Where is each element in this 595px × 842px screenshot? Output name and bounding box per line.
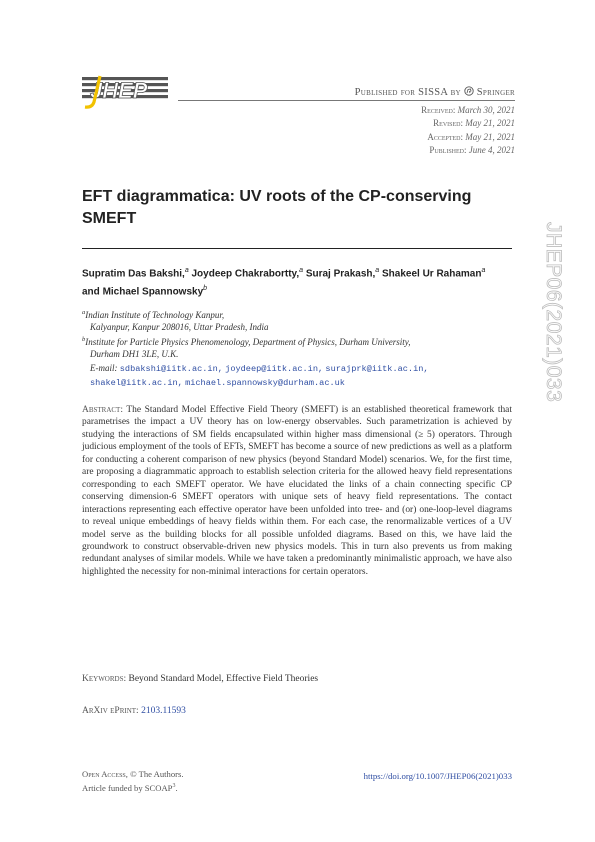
author-list — [82, 263, 522, 300]
side-stamp-text: JHEP06(2021)033 — [542, 222, 565, 403]
author: Michael Spannowsky — [102, 286, 204, 298]
logo-text: JHEP — [90, 78, 148, 103]
doi-link[interactable]: https://doi.org/10.1007/JHEP06(2021)033 — [363, 771, 512, 781]
author: Suraj Prakash, — [305, 268, 376, 280]
title-line-2: SMEFT — [82, 210, 137, 227]
title-rule — [82, 248, 512, 249]
abstract-text: The Standard Model Effective Field Theory (SMEFT) is an established theoretical framework that parametrises the impact a UV theory has on low-energy observables. Such parametrization is achieved by studying the interactions of SM fields encapsulated within higher mass dimensional (≥ 5) operators. Through judicious employment of the tools of EFTs, SMEFT has become a source of new predictions as well as a platform for conducting a coherent comparison of new physics (beyond Standard Model) scenarios. We, for the first time, are proposing a diagrammatic approach to establish selection criteria for the allowed heavy field representations corresponding to each SMEFT operator. We have elucidated the links of a chain connecting specific CP conserving dimension-6 SMEFT operators with unique sets of heavy field representations. The contact interactions representing each effective operator have been unfolded into tree- and (or) one-loop-level diagrams to reveal unique embeddings of heavy fields within them. For each case, the renormalizable vertices of a UV model serve as the building blocks for all possible unfolded diagrams. Based on this, we have laid the groundwork to construct observable-driven new physics models. This in turn also prevents us from making redundant analyses of similar models. While we have taken a predominantly minimalistic approach, we have also highlighted the necessity for non-minimal interactions for certain operators. — [82, 405, 512, 577]
arxiv-label: ArXiv ePrint: — [82, 706, 139, 716]
abstract-label: Abstract: — [82, 405, 123, 415]
publisher-name: Springer — [476, 87, 515, 98]
abstract — [82, 404, 512, 578]
author-line-2: and Michael Spannowsky$^b$ — [82, 285, 208, 298]
keywords-label: Keywords: — [82, 674, 127, 684]
received-row: Received: March 30, 2021 — [421, 105, 515, 115]
springer-horse-icon — [464, 87, 477, 98]
email-link[interactable]: joydeep@iitk.ac.in, — [225, 364, 324, 374]
arxiv-link[interactable]: 2103.11593 — [141, 706, 186, 716]
author: Joydeep Chakrabortty, — [191, 268, 300, 280]
author: Shakeel Ur Rahaman — [381, 268, 482, 280]
author: Supratim Das Bakshi, — [82, 268, 185, 280]
paper-title — [82, 186, 512, 230]
header-rule — [178, 100, 515, 101]
published-prefix: Published for SISSA by — [354, 87, 461, 98]
revised-row: Revised: May 21, 2021 — [433, 118, 515, 129]
publisher-line — [355, 86, 515, 98]
jhep-logo — [82, 74, 170, 110]
accepted-row: Accepted: May 21, 2021 — [427, 131, 515, 142]
dates-block — [421, 104, 515, 157]
email-link[interactable]: surajprk@iitk.ac.in, — [325, 364, 429, 374]
email-block — [90, 362, 520, 389]
author-line-1: Supratim Das Bakshi,$^a$ Joydeep Chakrabortty,$^a$ Suraj Prakash,$^a$ Shakeel Ur Rahaman$^a$ — [82, 267, 486, 280]
email-link[interactable]: sdbakshi@iitk.ac.in, — [119, 364, 223, 374]
arxiv-eprint — [82, 706, 186, 716]
email-link[interactable]: shakel@iitk.ac.in, — [90, 377, 183, 388]
open-access-line: Open Access, © The Authors. — [82, 769, 184, 779]
funding-line: Article funded by SCOAP$^3$. — [82, 782, 178, 793]
affiliation-b: $^b$Institute for Particle Physics Phenomenology, Department of Physics, Durham University, Durham DH1 3LE, U.K. — [82, 336, 411, 360]
title-line-1: EFT diagrammatica: UV roots of the CP-conserving — [82, 188, 472, 205]
affiliation-a: $^a$Indian Institute of Technology Kanpur, Kalyanpur, Kanpur 208016, Uttar Pradesh, India — [82, 309, 269, 333]
email-link[interactable]: michael.spannowsky@durham.ac.uk — [185, 377, 345, 388]
email-label: E-mail: — [90, 363, 118, 373]
keywords-text: Beyond Standard Model, Effective Field Theories — [128, 674, 319, 684]
side-stamp — [540, 222, 566, 490]
published-row: Published: June 4, 2021 — [429, 144, 515, 155]
footer-license — [82, 768, 183, 794]
keywords — [82, 674, 512, 684]
